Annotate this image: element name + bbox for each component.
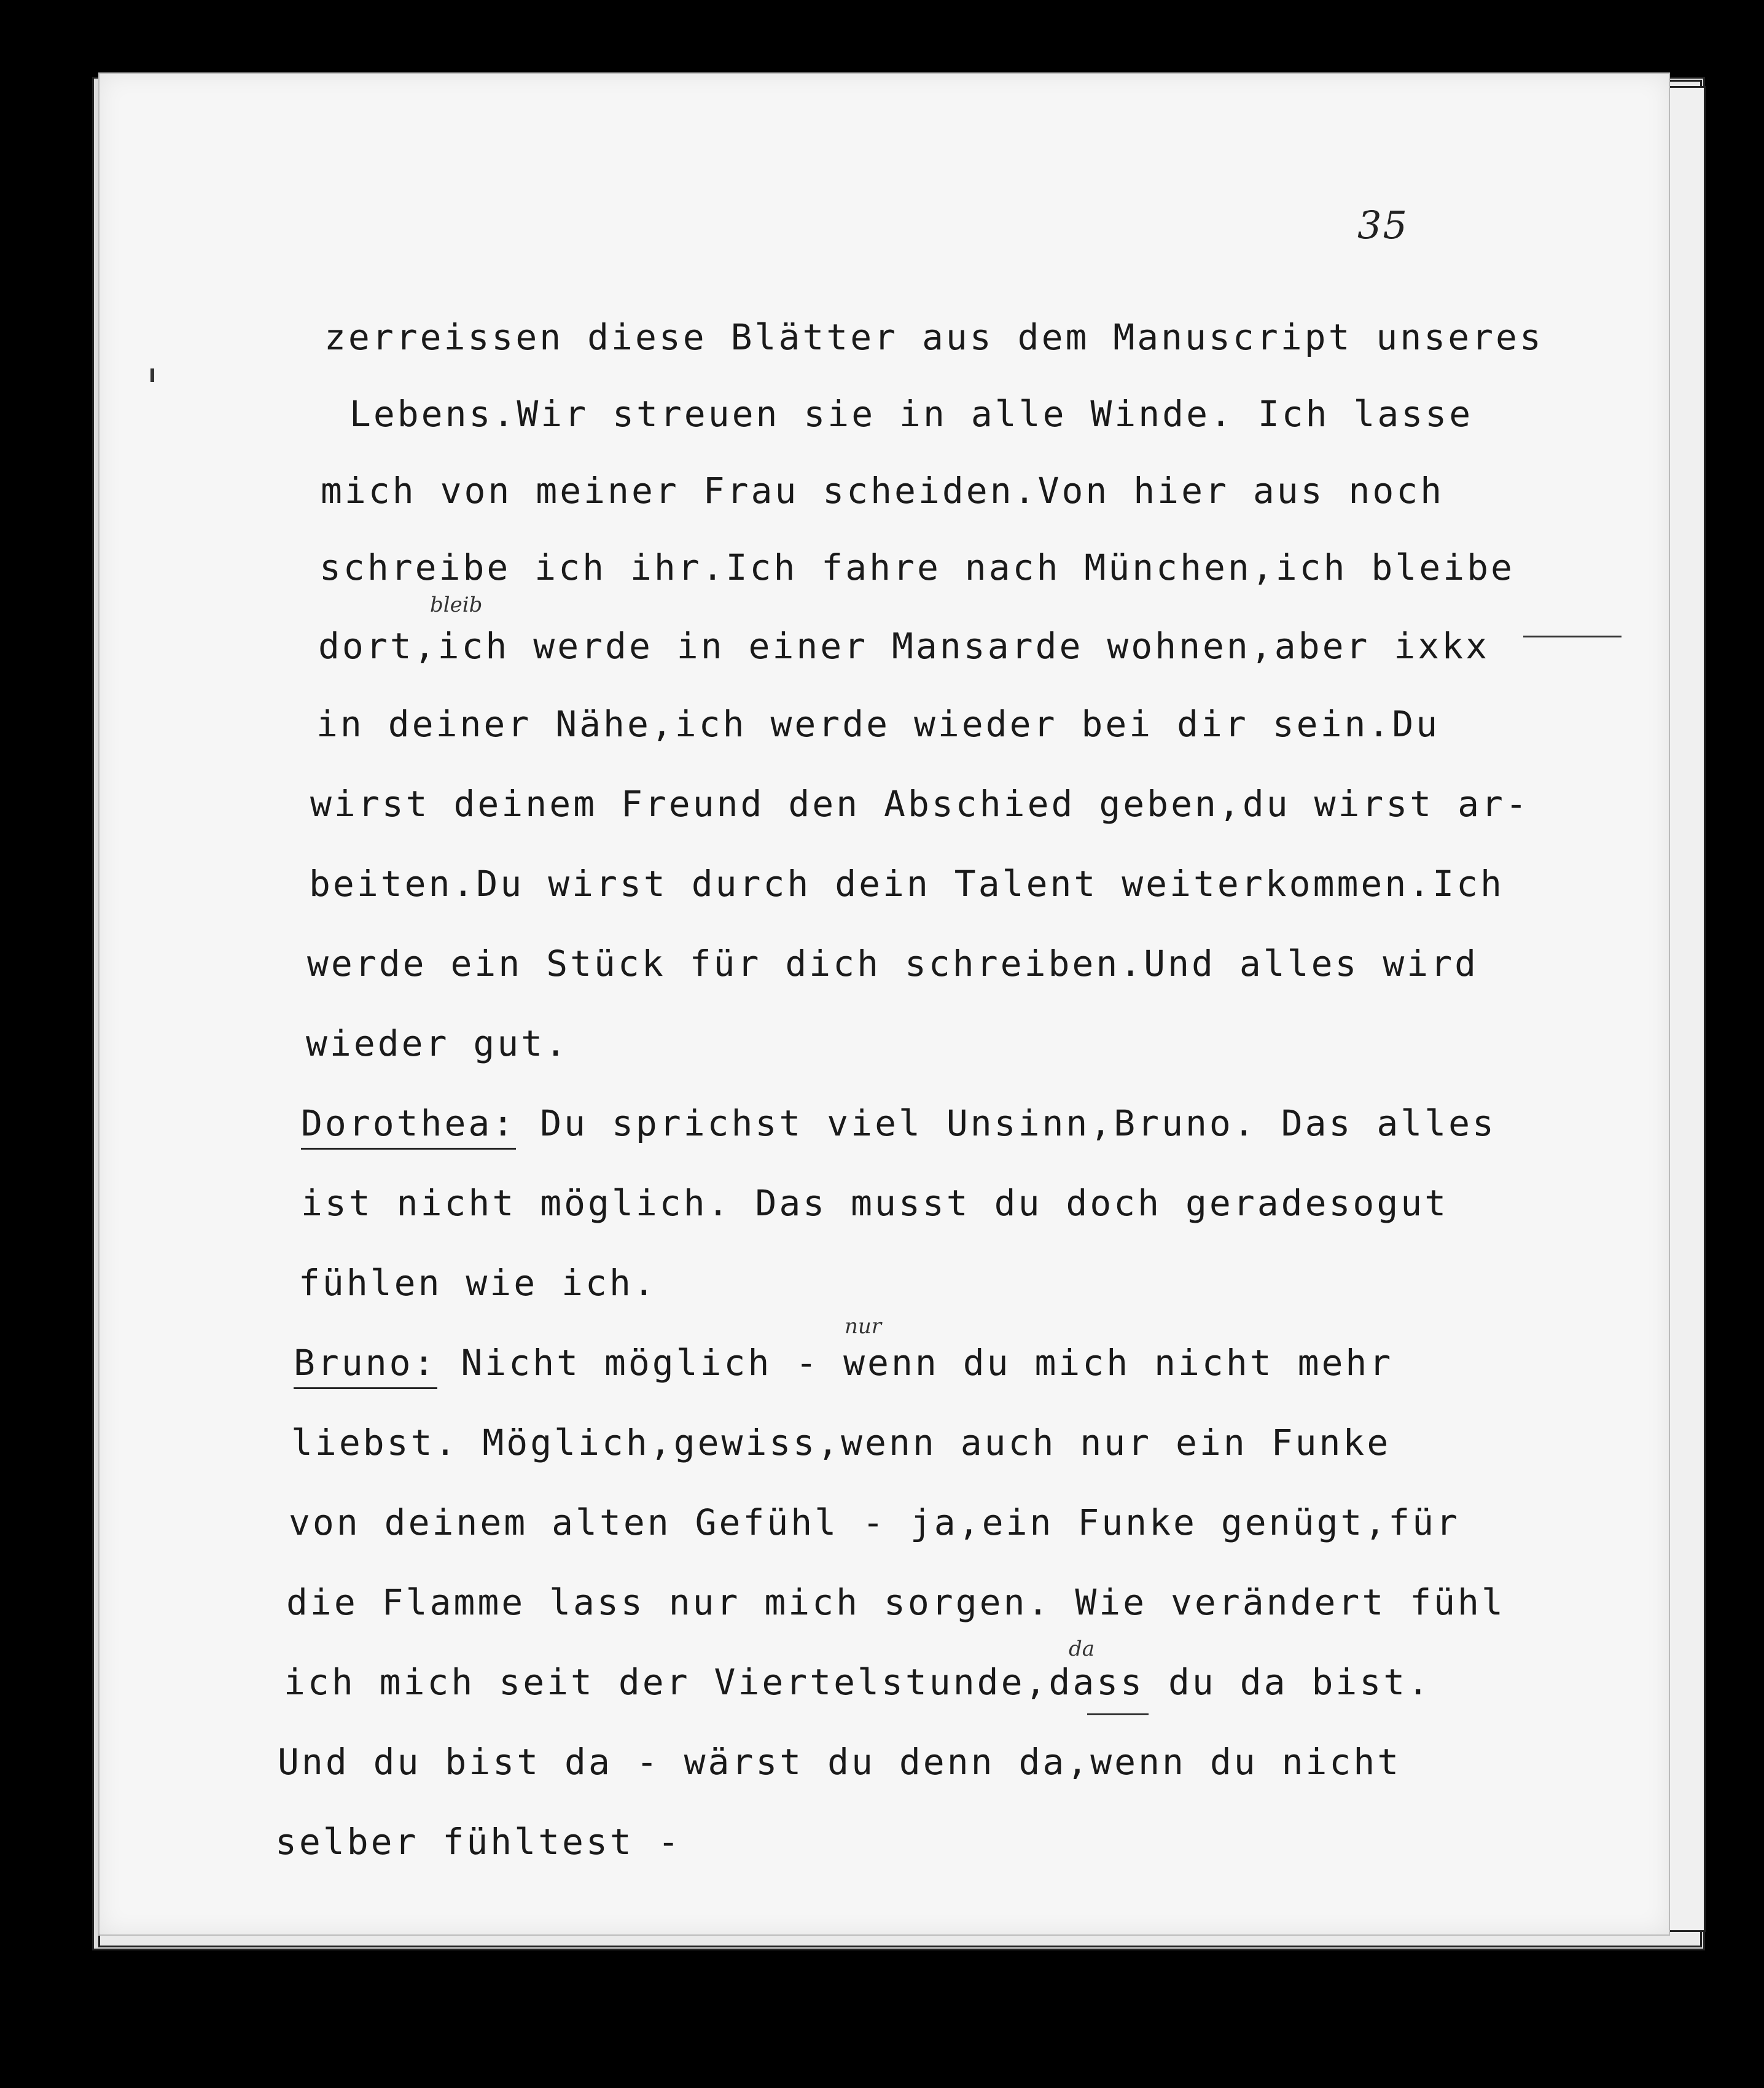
text-line: zerreissen diese Blätter aus dem Manuscript unseres — [324, 316, 1544, 358]
text-line: fühlen wie ich. — [299, 1262, 657, 1304]
dialogue-line — [301, 1102, 1496, 1144]
text-line: wieder gut. — [306, 1023, 569, 1064]
handwritten-note: bleib — [430, 593, 483, 617]
text-line: dort,ich werde in einer Mansarde wohnen,aber ixkx — [318, 625, 1490, 667]
dialogue-line — [294, 1342, 1393, 1384]
page-number: 35 — [1357, 203, 1408, 247]
text-line: liebst. Möglich,gewiss,wenn auch nur ein Funke — [291, 1422, 1391, 1463]
text-line: Und du bist da - wärst du denn da,wenn du nicht — [278, 1741, 1402, 1783]
speaker-dorothea: Dorothea: — [301, 1102, 516, 1150]
dialogue-text: Du sprichst viel Unsinn,Bruno. Das alles — [516, 1102, 1496, 1144]
text-line: ist nicht möglich. Das musst du doch geradesogut — [301, 1182, 1449, 1224]
text-line: ich mich seit der Viertelstunde,dass du da bist. — [284, 1661, 1432, 1703]
text-line: wirst deinem Freund den Abschied geben,du wirst ar- — [310, 783, 1529, 825]
handwritten-note: da — [1069, 1637, 1095, 1661]
text-line: Lebens.Wir streuen sie in alle Winde. Ich lasse — [326, 393, 1473, 435]
dialogue-text: Nicht möglich - wenn du mich nicht mehr — [437, 1342, 1394, 1384]
text-line: die Flamme lass nur mich sorgen. Wie verändert fühl — [286, 1581, 1505, 1623]
text-line: beiten.Du wirst durch dein Talent weiterkommen.Ich — [309, 863, 1504, 905]
stray-mark — [1523, 636, 1622, 637]
text-line: selber fühltest - — [275, 1821, 682, 1863]
speaker-bruno: Bruno: — [294, 1342, 437, 1389]
text-line: schreibe ich ihr.Ich fahre nach München,ich bleibe — [319, 547, 1515, 588]
text-line: in deiner Nähe,ich werde wieder bei dir sein.Du — [316, 703, 1440, 745]
handwritten-note: nur — [845, 1314, 882, 1339]
underline-mark — [1087, 1713, 1149, 1715]
stray-mark — [150, 368, 154, 382]
text-line: von deinem alten Gefühl - ja,ein Funke genügt,für — [289, 1502, 1461, 1543]
text-line: werde ein Stück für dich schreiben.Und alles wird — [307, 943, 1479, 984]
text-line: mich von meiner Frau scheiden.Von hier aus noch — [321, 470, 1445, 512]
